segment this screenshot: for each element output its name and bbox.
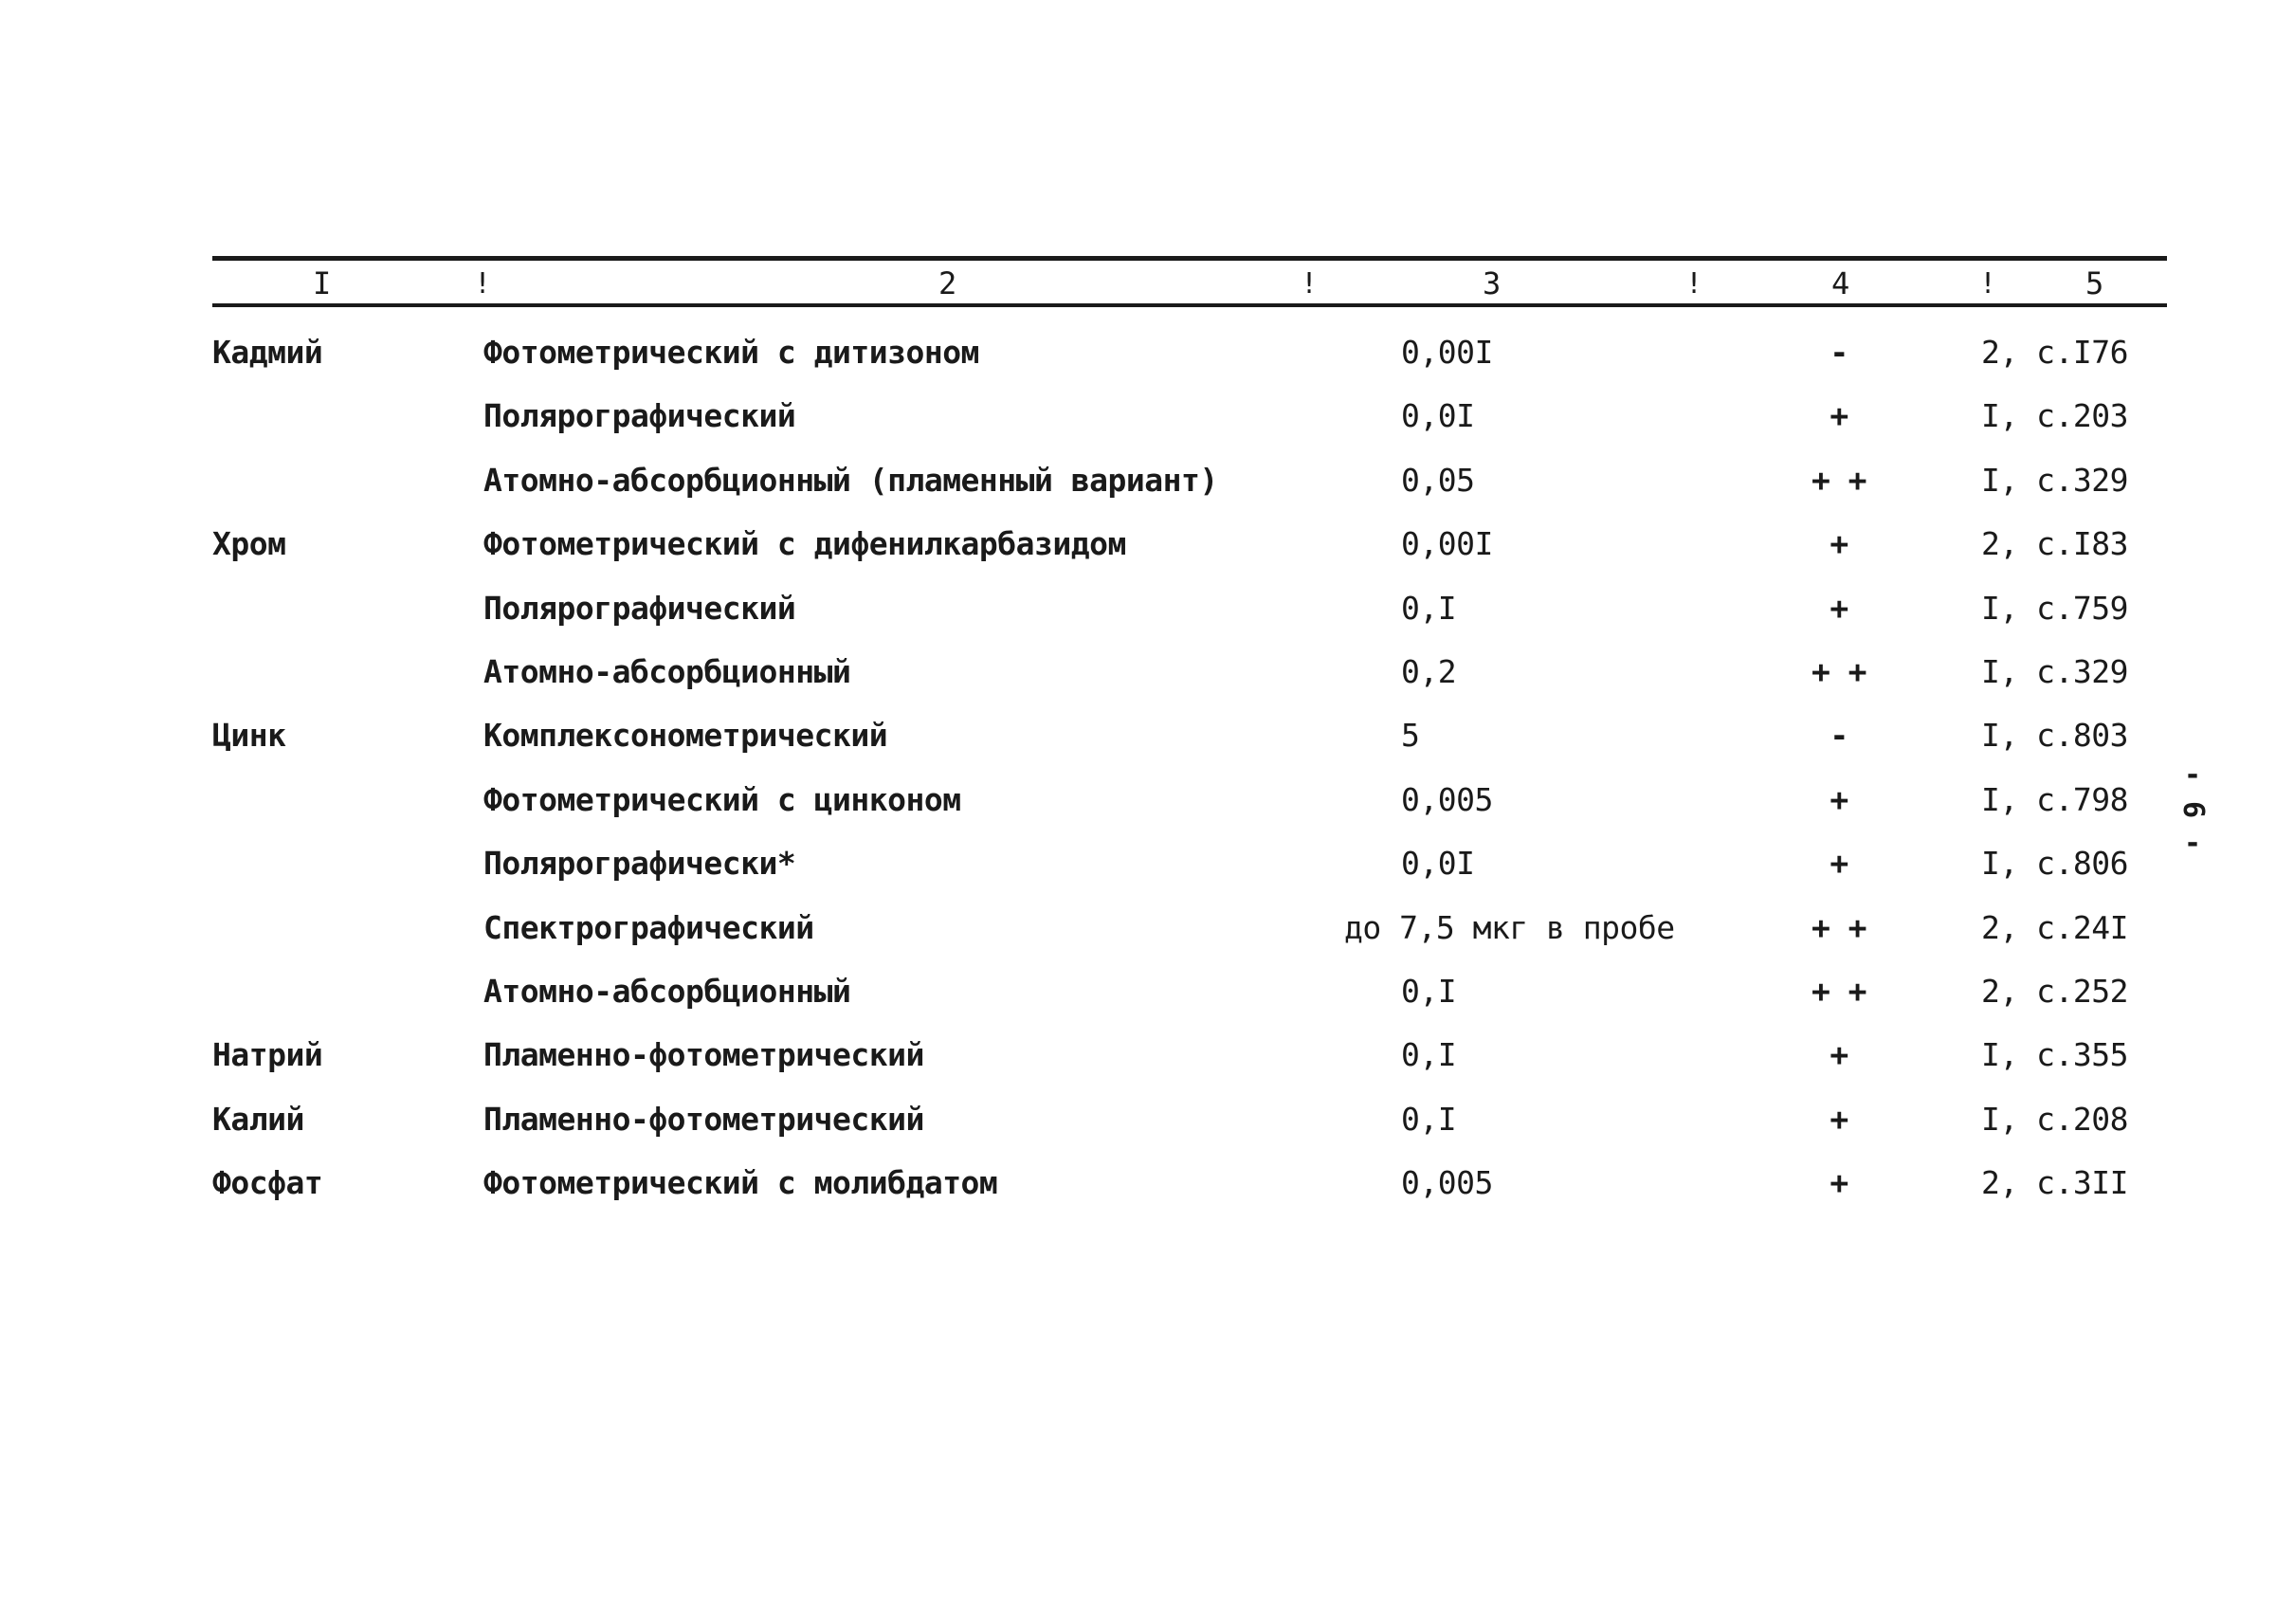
- element-cell: Хром: [212, 525, 286, 562]
- table-row: [0, 1036, 2294, 1093]
- source-reference-cell: I, с.329: [1981, 462, 2128, 499]
- rating-cell: +: [1830, 525, 1848, 562]
- rating-cell: +: [1830, 781, 1848, 818]
- method-cell: Фотометрический с дитизоном: [483, 334, 979, 371]
- method-cell: Пламенно-фотометрический: [483, 1036, 924, 1073]
- method-cell: Спектрографический: [483, 909, 814, 946]
- source-reference-cell: 2, с.3II: [1981, 1164, 2128, 1201]
- detection-limit-cell: 0,005: [1401, 781, 1493, 818]
- column-number-4: 4: [1831, 265, 1850, 301]
- method-cell: Атомно-абсорбционный: [483, 653, 851, 690]
- table-row: [0, 334, 2294, 391]
- detection-limit-cell: 0,I: [1401, 590, 1457, 627]
- page-marker-dash: -: [2183, 827, 2202, 860]
- source-reference-cell: I, с.208: [1981, 1101, 2128, 1138]
- detection-limit-cell: до 7,5 мкг в пробе: [1344, 909, 1675, 946]
- source-reference-cell: I, с.329: [1981, 653, 2128, 690]
- method-cell: Пламенно-фотометрический: [483, 1101, 924, 1138]
- table-row: [0, 653, 2294, 710]
- source-reference-cell: I, с.203: [1981, 397, 2128, 434]
- source-reference-cell: I, с.803: [1981, 717, 2128, 754]
- rating-cell: +: [1830, 1101, 1848, 1138]
- table-row: [0, 845, 2294, 902]
- detection-limit-cell: 0,2: [1401, 653, 1457, 690]
- element-cell: Натрий: [212, 1036, 323, 1073]
- column-number-1: I: [313, 265, 332, 301]
- method-cell: Полярографически*: [483, 845, 796, 882]
- method-cell: Атомно-абсорбционный: [483, 973, 851, 1010]
- source-reference-cell: 2, с.24I: [1981, 909, 2128, 946]
- page-marker-dash: -: [2183, 758, 2202, 792]
- method-cell: Полярографический: [483, 397, 796, 434]
- method-cell: Атомно-абсорбционный (пламенный вариант): [483, 462, 1218, 499]
- element-cell: Цинк: [212, 717, 286, 754]
- page-number: 6: [2176, 800, 2210, 819]
- column-number-3: 3: [1483, 265, 1502, 301]
- table-row: [0, 397, 2294, 454]
- page-number-marker: [2176, 758, 2210, 861]
- method-cell: Фотометрический с дифенилкарбазидом: [483, 525, 1126, 562]
- detection-limit-cell: 0,I: [1401, 1101, 1457, 1138]
- detection-limit-cell: 0,00I: [1401, 525, 1493, 562]
- rating-cell: + +: [1811, 462, 1867, 499]
- detection-limit-cell: 5: [1401, 717, 1420, 754]
- detection-limit-cell: 0,0I: [1401, 845, 1475, 882]
- method-cell: Фотометрический с молибдатом: [483, 1164, 998, 1201]
- method-cell: Комплексонометрический: [483, 717, 888, 754]
- detection-limit-cell: 0,005: [1401, 1164, 1493, 1201]
- element-cell: Фосфат: [212, 1164, 323, 1201]
- table-row: [0, 717, 2294, 774]
- table-row: [0, 973, 2294, 1030]
- column-separator: !: [1685, 267, 1703, 301]
- source-reference-cell: I, с.759: [1981, 590, 2128, 627]
- rating-cell: +: [1830, 1036, 1848, 1073]
- detection-limit-cell: 0,I: [1401, 1036, 1457, 1073]
- detection-limit-cell: 0,05: [1401, 462, 1475, 499]
- table-row: [0, 590, 2294, 647]
- table-row: [0, 781, 2294, 838]
- source-reference-cell: 2, с.I76: [1981, 334, 2128, 371]
- element-cell: Калий: [212, 1101, 304, 1138]
- rating-cell: -: [1830, 717, 1848, 754]
- element-cell: Кадмий: [212, 334, 323, 371]
- source-reference-cell: I, с.798: [1981, 781, 2128, 818]
- table-row: [0, 909, 2294, 966]
- source-reference-cell: 2, с.252: [1981, 973, 2128, 1010]
- column-separator: !: [474, 267, 492, 301]
- rating-cell: + +: [1811, 653, 1867, 690]
- detection-limit-cell: 0,00I: [1401, 334, 1493, 371]
- source-reference-cell: I, с.355: [1981, 1036, 2128, 1073]
- detection-limit-cell: 0,0I: [1401, 397, 1475, 434]
- method-cell: Фотометрический с цинконом: [483, 781, 961, 818]
- table-header-rule: [212, 303, 2167, 307]
- column-number-2: 2: [938, 265, 957, 301]
- table-row: [0, 1164, 2294, 1221]
- table-row: [0, 462, 2294, 519]
- method-cell: Полярографический: [483, 590, 796, 627]
- detection-limit-cell: 0,I: [1401, 973, 1457, 1010]
- rating-cell: +: [1830, 1164, 1848, 1201]
- rating-cell: + +: [1811, 909, 1867, 946]
- table-top-rule: [212, 256, 2167, 261]
- rating-cell: +: [1830, 397, 1848, 434]
- column-number-row: [0, 264, 2294, 303]
- rating-cell: + +: [1811, 973, 1867, 1010]
- rating-cell: +: [1830, 590, 1848, 627]
- rating-cell: +: [1830, 845, 1848, 882]
- source-reference-cell: 2, с.I83: [1981, 525, 2128, 562]
- column-number-5: 5: [2085, 265, 2104, 301]
- table-row: [0, 525, 2294, 582]
- column-separator: !: [1979, 267, 1997, 301]
- rating-cell: -: [1830, 334, 1848, 371]
- table-row: [0, 1101, 2294, 1158]
- column-separator: !: [1301, 267, 1319, 301]
- source-reference-cell: I, с.806: [1981, 845, 2128, 882]
